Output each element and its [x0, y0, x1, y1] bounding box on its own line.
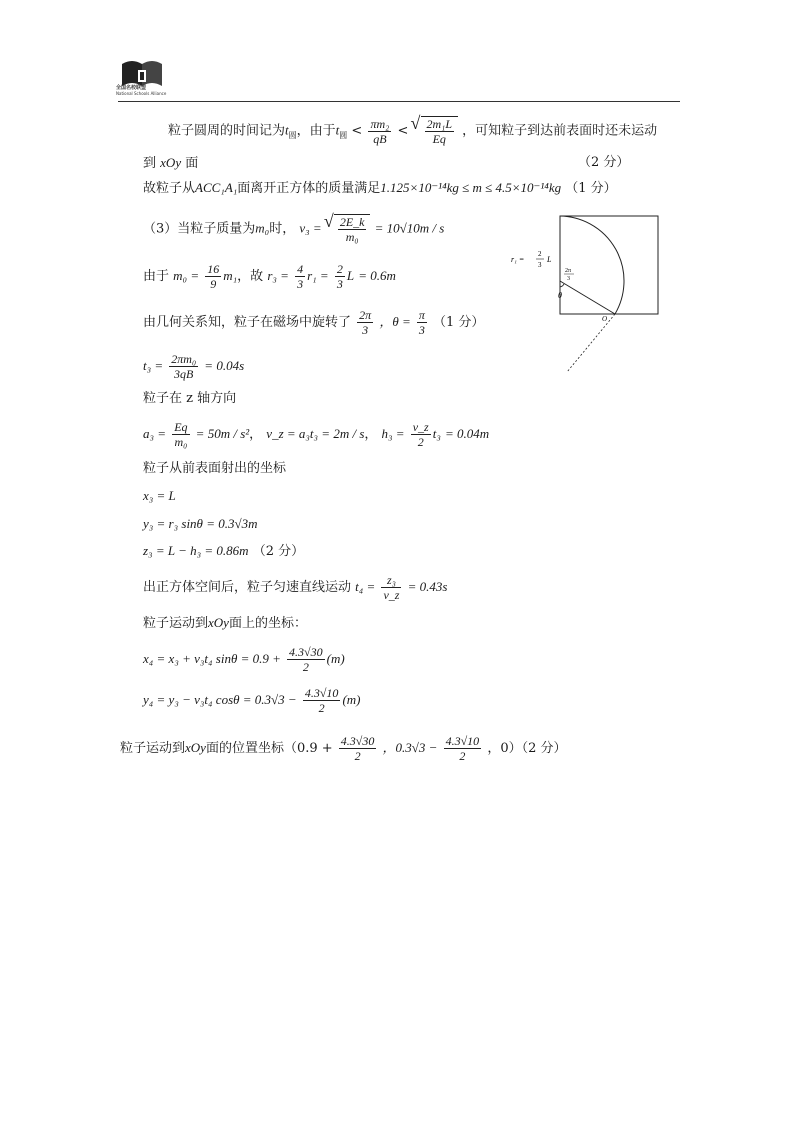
line-15: 粒子运动到xOy面上的坐标：	[143, 615, 307, 631]
frac-pi-m2-qB: $\frac{\text{πm₂}}{qB}$	[370, 116, 390, 146]
r1-frac-d: 3	[538, 261, 542, 269]
score-line-2: （2 分）	[578, 155, 630, 170]
line-7: t₃ = $\frac{\text{2πm₀}}{3qB}$ = 0.04s	[143, 352, 245, 381]
line-17: y₄ = y₃ − v₃t₄ cosθ = 0.3√3 − $\frac{4.3√10}{2}$ (m)	[143, 686, 361, 715]
line-5: 由于 m₀ = $\frac{16}{9}$ m₁，故 r₃ = $\frac{4}{3}$ r₁ = $\frac{2}{3}$ L = 0.6m	[143, 262, 396, 291]
line-6: 由几何关系知，粒子在磁场中旋转了 $\frac{2\pi}{3}$ ，θ = $\frac{\pi}{3}$ （1 分）	[143, 308, 485, 337]
exit-path-dashed	[567, 314, 615, 372]
line-1: 粒子圆周的时间记为$t_圆$，由于$t_圆$ < $\frac{\text{πm₂}}{qB}$ < √ $\frac{\text{2m₁L}}{Eq}$ ，可知粒子到达前表面时还未运动	[168, 116, 657, 146]
r1-label: r₁ =	[511, 255, 525, 264]
logo-caption: 全国名校联盟 National Schools Alliance	[116, 85, 167, 96]
trajectory-arc	[560, 216, 624, 314]
line-3: 故粒子从ACC₁A₁面离开正方体的质量满足1.125×10⁻¹⁴kg ≤ m ≤ 4.5×10⁻¹⁴kg （1 分）	[143, 180, 617, 196]
line-4: （3）当粒子质量为m₀时， v₃ = √ $\frac{2E\_k}{\text{m₀}}$ = 10√10m / s	[143, 214, 444, 244]
sqrt-2m1L-Eq: √ $\frac{\text{2m₁L}}{Eq}$	[421, 116, 459, 146]
sqrt-2Ek-m0: √ $\frac{2E\_k}{\text{m₀}}$	[334, 214, 371, 244]
line-12: y₃ = r₃ sinθ = 0.3√3m	[143, 516, 258, 531]
r1-L: L	[547, 255, 552, 264]
header-rule	[118, 101, 680, 102]
o-label: O	[602, 315, 608, 323]
line-16: x₄ = x₃ + v₃t₄ sinθ = 0.9 + $\frac{4.3√30}{2}$ (m)	[143, 645, 345, 674]
theta-label: θ	[558, 291, 562, 300]
line-8: 粒子在 z 轴方向	[143, 391, 237, 406]
line-9: a₃ = $\frac{Eq}{\text{m₀}}$ = 50m / s²， v_z = a₃t₃ = 2m / s， h₃ = $\frac{v\_z}{2}$ t₃ = 0.04m	[143, 420, 490, 449]
line-10: 粒子从前表面射出的坐标	[143, 461, 287, 476]
line-13: z₃ = L − h₃ = 0.86m （2 分）	[143, 543, 305, 559]
geometry-figure	[505, 214, 665, 380]
angle-arc	[560, 284, 564, 287]
r1-frac-n: 2	[538, 250, 542, 258]
line-14: 出正方体空间后，粒子匀速直线运动 t₄ = $\frac{\text{z₃}}{v\_z}$ = 0.43s	[143, 573, 448, 602]
angle-frac-d: 3	[567, 276, 570, 282]
cube-face-square	[560, 216, 658, 314]
line-2: 到 xOy 面	[143, 155, 199, 171]
line-11: x₃ = L	[143, 488, 176, 503]
line-18: 粒子运动到xOy面的位置坐标（0.9 + $\frac{4.3√30}{2}$ ，0.3√3 − $\frac{4.3√10}{2}$ ，0）（2 分）	[120, 734, 567, 763]
radius-line	[560, 281, 615, 314]
angle-frac-n: 2π	[565, 268, 572, 274]
